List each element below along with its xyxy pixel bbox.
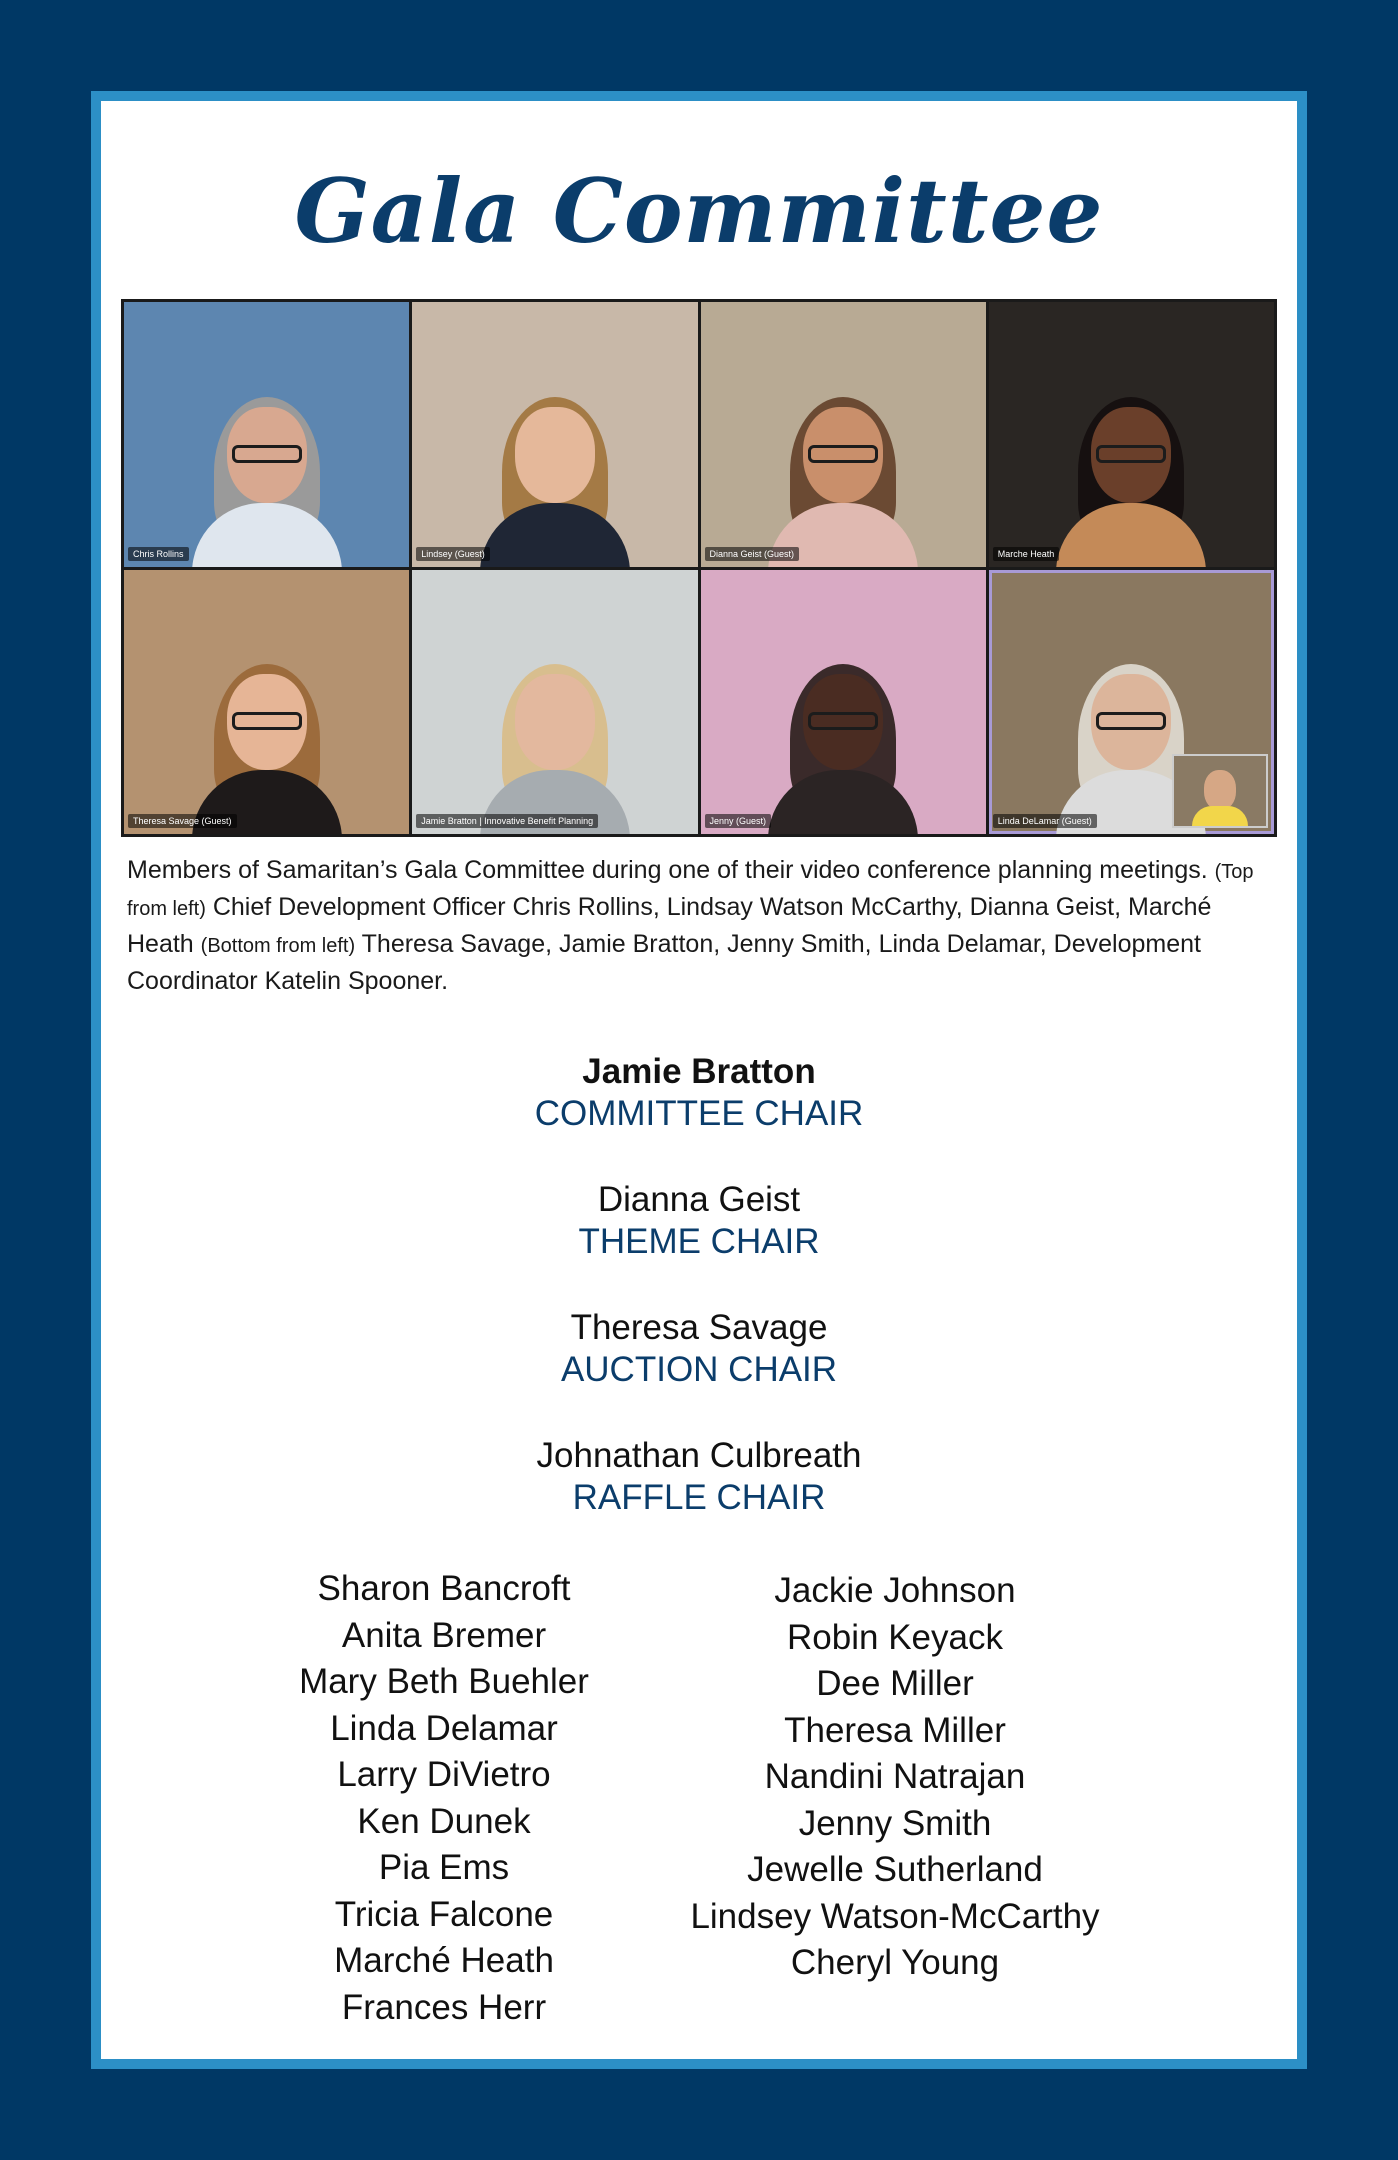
member-name: Larry DiVietro xyxy=(337,1755,551,1794)
glasses-shape xyxy=(808,445,878,463)
participant-figure xyxy=(480,407,630,567)
video-conference-photo xyxy=(121,299,1277,837)
chair-entry xyxy=(101,1179,1297,1263)
chair-title: RAFFLE CHAIR xyxy=(572,1478,826,1517)
participant-name-tag: Jamie Bratton | Innovative Benefit Planning xyxy=(416,814,598,828)
chair-title: COMMITTEE CHAIR xyxy=(534,1094,864,1133)
member-name: Marché Heath xyxy=(334,1941,554,1980)
glasses-shape xyxy=(232,445,302,463)
participant-figure xyxy=(768,407,918,567)
member-name: Jackie Johnson xyxy=(774,1571,1016,1610)
member-name: Theresa Miller xyxy=(784,1710,1006,1750)
chair-title: THEME CHAIR xyxy=(578,1222,820,1261)
glasses-shape xyxy=(808,712,878,730)
chair-entry xyxy=(101,1051,1297,1135)
video-tile xyxy=(701,570,986,835)
member-name: Jenny Smith xyxy=(798,1803,992,1843)
member-name: Ken Dunek xyxy=(357,1801,531,1841)
member-name: Lindsey Watson-McCarthy xyxy=(690,1896,1100,1936)
member-name: Cheryl Young xyxy=(790,1943,1000,1982)
member-name: Dee Miller xyxy=(816,1664,974,1703)
participant-figure xyxy=(480,674,630,834)
video-tile xyxy=(989,302,1274,567)
members-column-left xyxy=(261,1566,627,2031)
chair-name: Jamie Bratton xyxy=(582,1052,816,1091)
video-tile xyxy=(412,302,697,567)
member-name: Tricia Falcone xyxy=(334,1894,554,1934)
member-name: Sharon Bancroft xyxy=(317,1569,571,1608)
member-name: Anita Bremer xyxy=(341,1615,547,1655)
chair-name: Johnathan Culbreath xyxy=(536,1436,862,1475)
video-tile xyxy=(412,570,697,835)
participant-name-tag: Theresa Savage (Guest) xyxy=(128,814,237,828)
committee-chairs xyxy=(101,1051,1297,1563)
member-name: Mary Beth Buehler xyxy=(299,1662,589,1701)
chair-entry xyxy=(101,1435,1297,1519)
member-name: Linda Delamar xyxy=(330,1708,558,1748)
member-name: Jewelle Sutherland xyxy=(747,1850,1043,1889)
participant-name-tag: Linda DeLamar (Guest) xyxy=(993,814,1097,828)
video-tile-active-speaker xyxy=(989,570,1274,835)
members-column-right xyxy=(687,1568,1103,1987)
participant-name-tag: Jenny (Guest) xyxy=(705,814,772,828)
face-shape xyxy=(515,407,595,503)
participant-name-tag: Chris Rollins xyxy=(128,547,189,561)
page-border xyxy=(91,91,1307,2069)
video-tile xyxy=(124,570,409,835)
face-shape xyxy=(515,674,595,770)
participant-figure xyxy=(1056,407,1206,567)
chair-title: AUCTION CHAIR xyxy=(560,1350,838,1389)
page-title: Gala Committee xyxy=(294,159,1104,263)
glasses-shape xyxy=(1096,445,1166,463)
participant-figure xyxy=(192,407,342,567)
member-name: Frances Herr xyxy=(341,1987,547,2027)
glasses-shape xyxy=(232,712,302,730)
member-name: Pia Ems xyxy=(378,1848,510,1887)
participant-figure xyxy=(768,674,918,834)
member-name: Nandini Natrajan xyxy=(764,1757,1026,1796)
video-tile xyxy=(124,302,409,567)
participant-name-tag: Marche Heath xyxy=(993,547,1060,561)
participant-figure xyxy=(192,674,342,834)
self-view-thumbnail xyxy=(1172,754,1268,828)
member-name: Robin Keyack xyxy=(787,1617,1003,1657)
chair-entry xyxy=(101,1307,1297,1391)
video-tile xyxy=(701,302,986,567)
photo-caption: Members of Samaritan’s Gala Committee during one of their video conference planning meetings. (Top from left) Chief Development Officer Chris Rollins, Lindsay Watson McCarthy, Dianna Geist, Marché Heath (Bottom from left) Theresa Savage, Jamie Bratton, Jenny Smith, Linda Delamar, Development Coordinator Katelin Spooner. xyxy=(127,856,1254,995)
glasses-shape xyxy=(1096,712,1166,730)
chair-name: Theresa Savage xyxy=(570,1308,828,1347)
chair-name: Dianna Geist xyxy=(597,1180,801,1219)
content-card xyxy=(101,101,1297,2059)
participant-name-tag: Lindsey (Guest) xyxy=(416,547,490,561)
participant-name-tag: Dianna Geist (Guest) xyxy=(705,547,800,561)
